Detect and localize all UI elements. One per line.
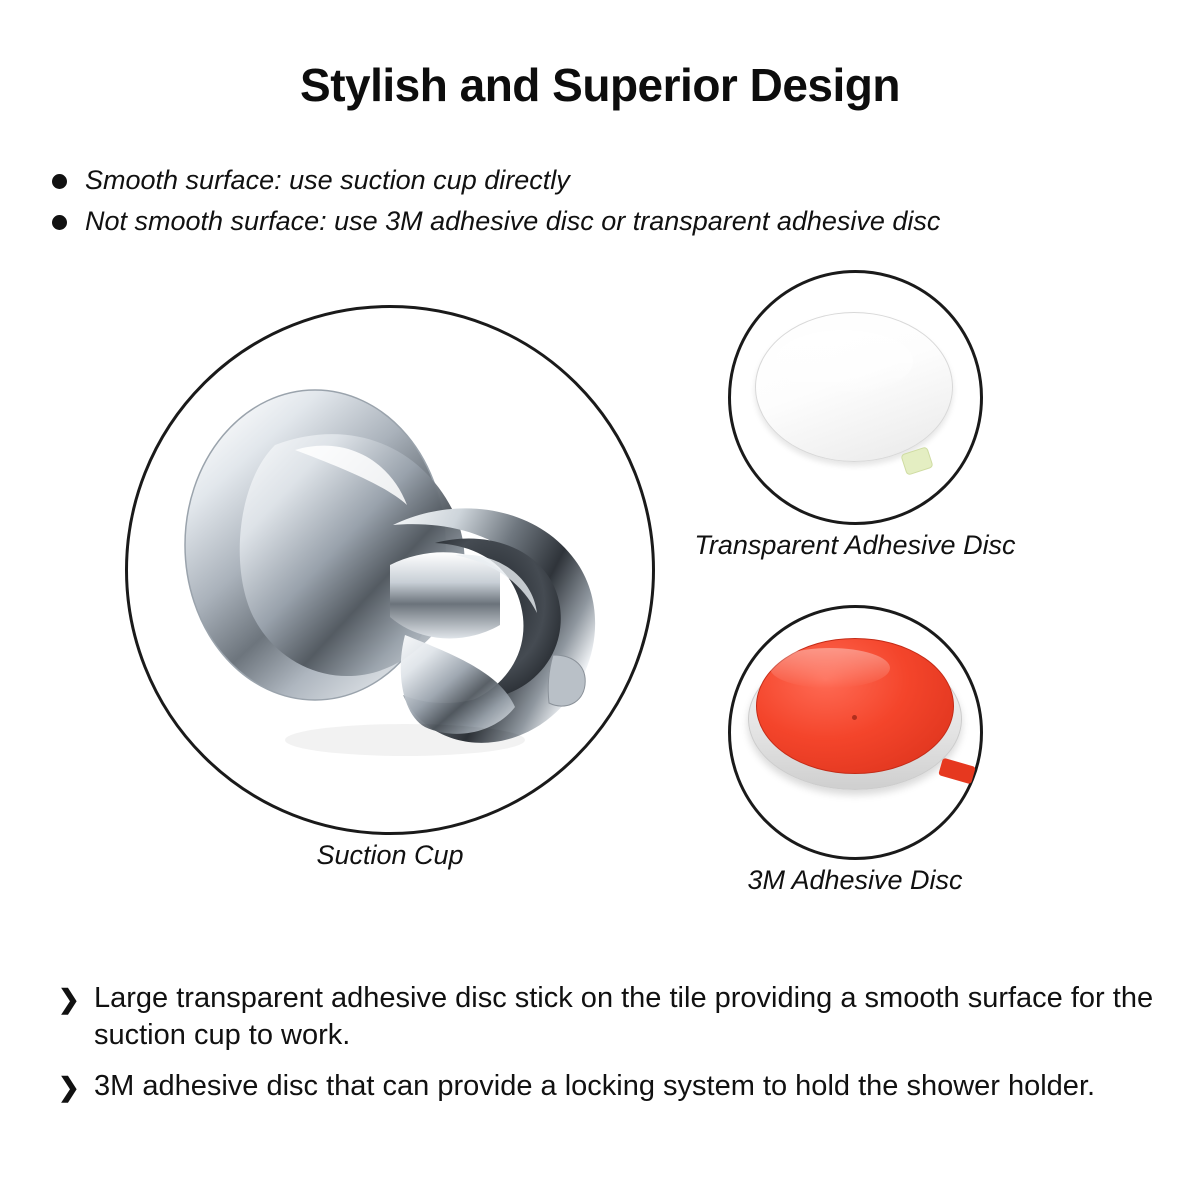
- list-item: [52, 203, 1172, 239]
- page-title: Stylish and Superior Design: [300, 59, 900, 111]
- suction-cup-caption: Suction Cup: [316, 840, 464, 870]
- top-bullet-label: Smooth surface: use suction cup directly: [85, 165, 570, 195]
- list-item: [58, 1068, 1168, 1105]
- disc-highlight: [770, 648, 890, 688]
- transparent-disc-caption: Transparent Adhesive Disc: [694, 530, 1016, 560]
- list-item: [52, 162, 1172, 198]
- top-bullet-list: [52, 162, 1172, 245]
- disc-center-mark: [852, 715, 857, 720]
- bottom-bullet-list: [58, 980, 1168, 1119]
- top-bullet-label: Not smooth surface: use 3M adhesive disc or transparent adhesive disc: [85, 206, 941, 237]
- figure-area: [0, 270, 1200, 940]
- chevron-right-icon: ❯: [58, 1072, 80, 1103]
- transparent-adhesive-disc-image: [755, 312, 953, 462]
- 3m-adhesive-disc-image: [748, 638, 960, 798]
- list-item: [58, 980, 1168, 1054]
- chevron-right-icon: ❯: [58, 984, 80, 1014]
- suction-cup-image: [155, 355, 625, 775]
- bullet-dot-icon: [52, 215, 67, 230]
- bullet-dot-icon: [52, 174, 67, 189]
- bottom-bullet-label: Large transparent adhesive disc stick on the tile providing a smooth surface for the suction cup to work.: [94, 982, 1154, 1052]
- adhesive-disc-caption: 3M Adhesive Disc: [747, 865, 963, 895]
- disc-sheen: [775, 330, 914, 393]
- bottom-bullet-label: 3M adhesive disc that can provide a locking system to hold the shower holder.: [94, 1070, 1096, 1103]
